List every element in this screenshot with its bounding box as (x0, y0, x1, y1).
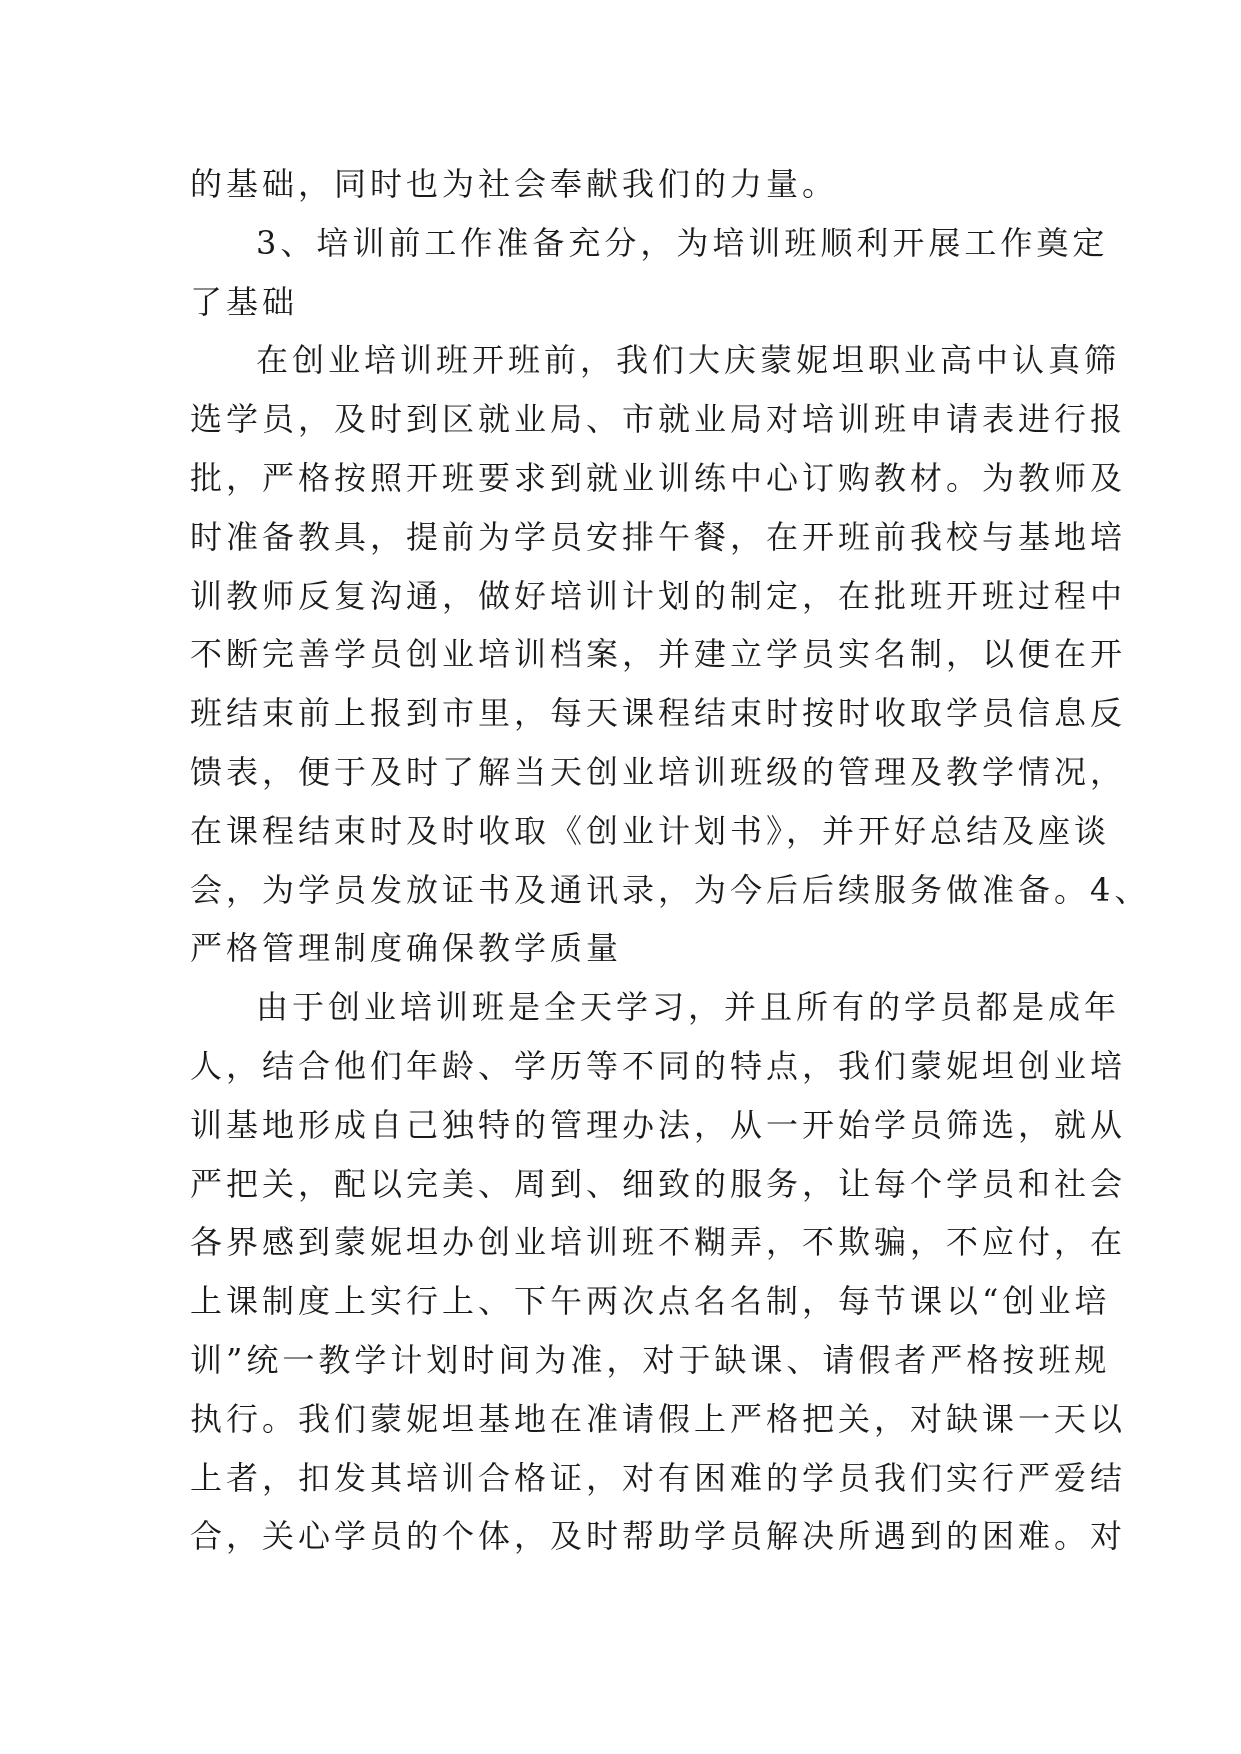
section-heading-3: 3、培训前工作准备充分，为培训班顺利开展工作奠定 (256, 223, 1109, 262)
text-line: 馈表，便于及时了解当天创业培训班级的管理及教学情况， (190, 752, 1127, 791)
text-line: 由于创业培训班是全天学习，并且所有的学员都是成年 (256, 988, 1121, 1027)
text-line: 训教师反复沟通，做好培训计划的制定，在批班开班过程中 (190, 576, 1127, 615)
section-heading-3-cont: 了基础 (190, 282, 299, 321)
text-line: 上课制度上实行上、下午两次点名名制，每节课以“创业培 (190, 1282, 1111, 1321)
text-line: 训”统一教学计划时间为准，对于缺课、请假者严格按班规 (190, 1340, 1111, 1379)
text-line: 上者，扣发其培训合格证，对有困难的学员我们实行严爱结 (190, 1458, 1127, 1497)
text-line: 不断完善学员创业培训档案，并建立学员实名制，以便在开 (190, 635, 1127, 674)
text-line: 批，严格按照开班要求到就业训练中心订购教材。为教师及 (190, 458, 1127, 497)
text-line: 人，结合他们年龄、学历等不同的特点，我们蒙妮坦创业培 (190, 1046, 1127, 1085)
text-line: 在课程结束时及时收取《创业计划书》，并开好总结及座谈 (190, 811, 1111, 850)
text-line: 班结束前上报到市里，每天课程结束时按时收取学员信息反 (190, 694, 1127, 733)
section-heading-4: 严格管理制度确保教学质量 (190, 929, 623, 968)
text-line: 会，为学员发放证书及通讯录，为今后后续服务做准备。4、 (190, 870, 1151, 909)
text-line: 训基地形成自己独特的管理办法，从一开始学员筛选，就从 (190, 1105, 1127, 1144)
text-line: 严把关，配以完美、周到、细致的服务，让每个学员和社会 (190, 1164, 1127, 1203)
text-line: 时准备教具，提前为学员安排午餐，在开班前我校与基地培 (190, 517, 1127, 556)
text-line: 各界感到蒙妮坦办创业培训班不糊弄，不欺骗，不应付，在 (190, 1223, 1127, 1262)
text-line: 在创业培训班开班前，我们大庆蒙妮坦职业高中认真筛 (256, 341, 1121, 380)
body-text (190, 155, 1151, 1566)
text-line: 合，关心学员的个体，及时帮助学员解决所遇到的困难。对 (190, 1517, 1127, 1556)
text-line: 执行。我们蒙妮坦基地在准请假上严格把关，对缺课一天以 (190, 1399, 1127, 1438)
text-line: 的基础，同时也为社会奉献我们的力量。 (190, 165, 839, 203)
text-line: 选学员，及时到区就业局、市就业局对培训班申请表进行报 (190, 400, 1127, 439)
